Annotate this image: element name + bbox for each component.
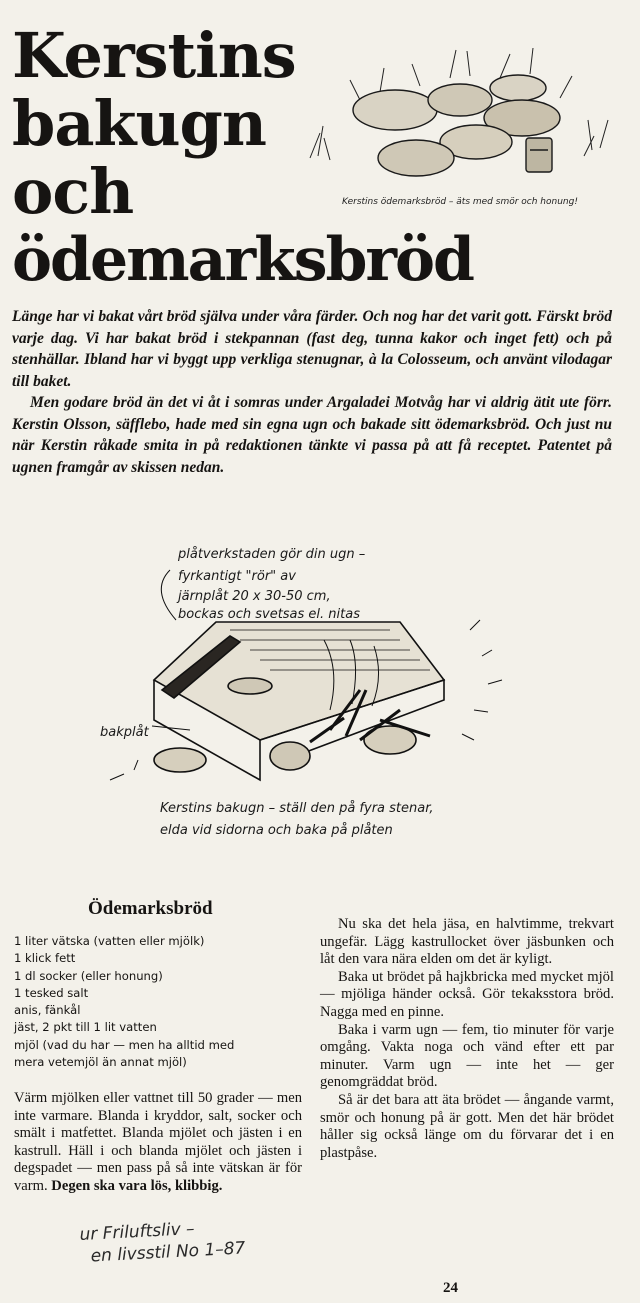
ingredient-item: anis, fänkål — [14, 1003, 81, 1018]
right-paragraph: Baka ut brödet på hajkbricka med mycket mjöl — mjöliga händer också. Gör tekaksstora bröd. Nagga med en pinne. — [320, 968, 614, 1020]
right-paragraph: Baka i varm ugn — fem, tio minuter för varje omgång. Vakta noga och vänd efter ett par minuter. Varm ugn — inte het — ger genomgräddat bröd. — [320, 1021, 614, 1091]
ingredient-item: 1 liter vätska (vatten eller mjölk) — [14, 934, 205, 948]
ingredient-item: 1 tesked salt — [14, 985, 89, 1000]
recipe-instructions-left — [14, 1090, 302, 1196]
bread-loaves — [353, 75, 560, 176]
bakplat-label: bakplåt — [100, 725, 149, 740]
recipe-left-column — [14, 1090, 302, 1196]
oven-caption-1: Kerstins bakugn – ställ den på fyra stenar, — [160, 801, 434, 816]
handnote-line-2: en livsstil No 1–87 — [90, 1238, 246, 1267]
title-line-3: och — [12, 155, 134, 228]
oven-caption-2: elda vid sidorna och baka på plåten — [160, 823, 393, 838]
ingredient-item: 1 dl socker (eller honung) — [14, 968, 163, 983]
bread-illustration — [300, 38, 620, 213]
ingredient-list — [14, 933, 304, 1071]
sketch-note-2: fyrkantigt "rör" av — [178, 569, 296, 584]
right-paragraph: Nu ska det hela jäsa, en halvtimme, trekvart ungefär. Lägg kastrullocket över jäsbunken och låt den vara nära elden om det är kyligt. — [320, 916, 614, 968]
handwritten-source-note — [79, 1212, 311, 1268]
sketch-note-1: plåtverkstaden gör din ugn – — [178, 547, 366, 562]
intro-paragraph-1: Länge har vi bakat vårt bröd själva under våra färder. Och nog har det varit gott. Färskt bröd varje dag. Vi har bakat bröd i stekpannan (fast deg, tunna kakor och inget fett) och på stenhällar. Ibland har vi byggt upp verkliga stenugnar, à la Colosseum, och använt vilodagar till baket. — [12, 308, 612, 390]
handnote-line-1: ur Friluftsliv – — [79, 1219, 196, 1246]
left-text: Värm mjölken eller vattnet till 50 grader — men inte varmare. Blanda i kryddor, salt, socker och smält i matfettet. Blanda mjölet och jästen i en kastrull. Häll i och blanda mjölet och jästen i degspadet — men pass på så inte vätskan är för varm. — [14, 1090, 302, 1194]
title-line-4: ödemarksbröd — [12, 225, 474, 295]
left-bold-text: Degen ska vara lös, klibbig. — [51, 1177, 223, 1194]
ingredient-item: mera vetemjöl än annat mjöl) — [14, 1055, 187, 1070]
bread-caption: Kerstins ödemarksbröd – äts med smör och honung! — [342, 197, 578, 207]
sketch-note-3: järnplåt 20 x 30-50 cm, — [178, 589, 331, 604]
page-number: 24 — [443, 1280, 458, 1296]
sketch-note-4: bockas och svetsas el. nitas — [178, 607, 360, 622]
recipe-title: Ödemarksbröd — [88, 898, 213, 919]
right-paragraph: Så är det bara att äta brödet — ångande varmt, smör och honung på är gott. Men det här brödet håller sig också länge om du förvarar det i en plastpåse. — [320, 1091, 614, 1161]
ingredient-item: 1 klick fett — [14, 951, 76, 966]
article-intro — [12, 306, 612, 478]
recipe-right-column — [320, 916, 614, 1162]
intro-paragraph-2: Men godare bröd än det vi åt i somras under Argaladei Motvåg har vi aldrig ätit ute förr. Kerstin Olsson, säfflebo, hade med sin egna ugn och bakade sitt ödemarksbröd. Och just nu när Kerstin råkade smita in på redaktionen tänkte vi passa på att få receptet. Patentet på ugnen framgår av skissen nedan. — [12, 394, 612, 476]
title-line-2: bakugn — [12, 87, 266, 160]
title-line-1: Kerstins — [12, 19, 296, 92]
ingredient-item: mjöl (vad du har — men ha alltid med — [14, 1037, 235, 1052]
ingredient-item: jäst, 2 pkt till 1 lit vatten — [14, 1020, 157, 1035]
oven-sketch — [90, 530, 570, 850]
